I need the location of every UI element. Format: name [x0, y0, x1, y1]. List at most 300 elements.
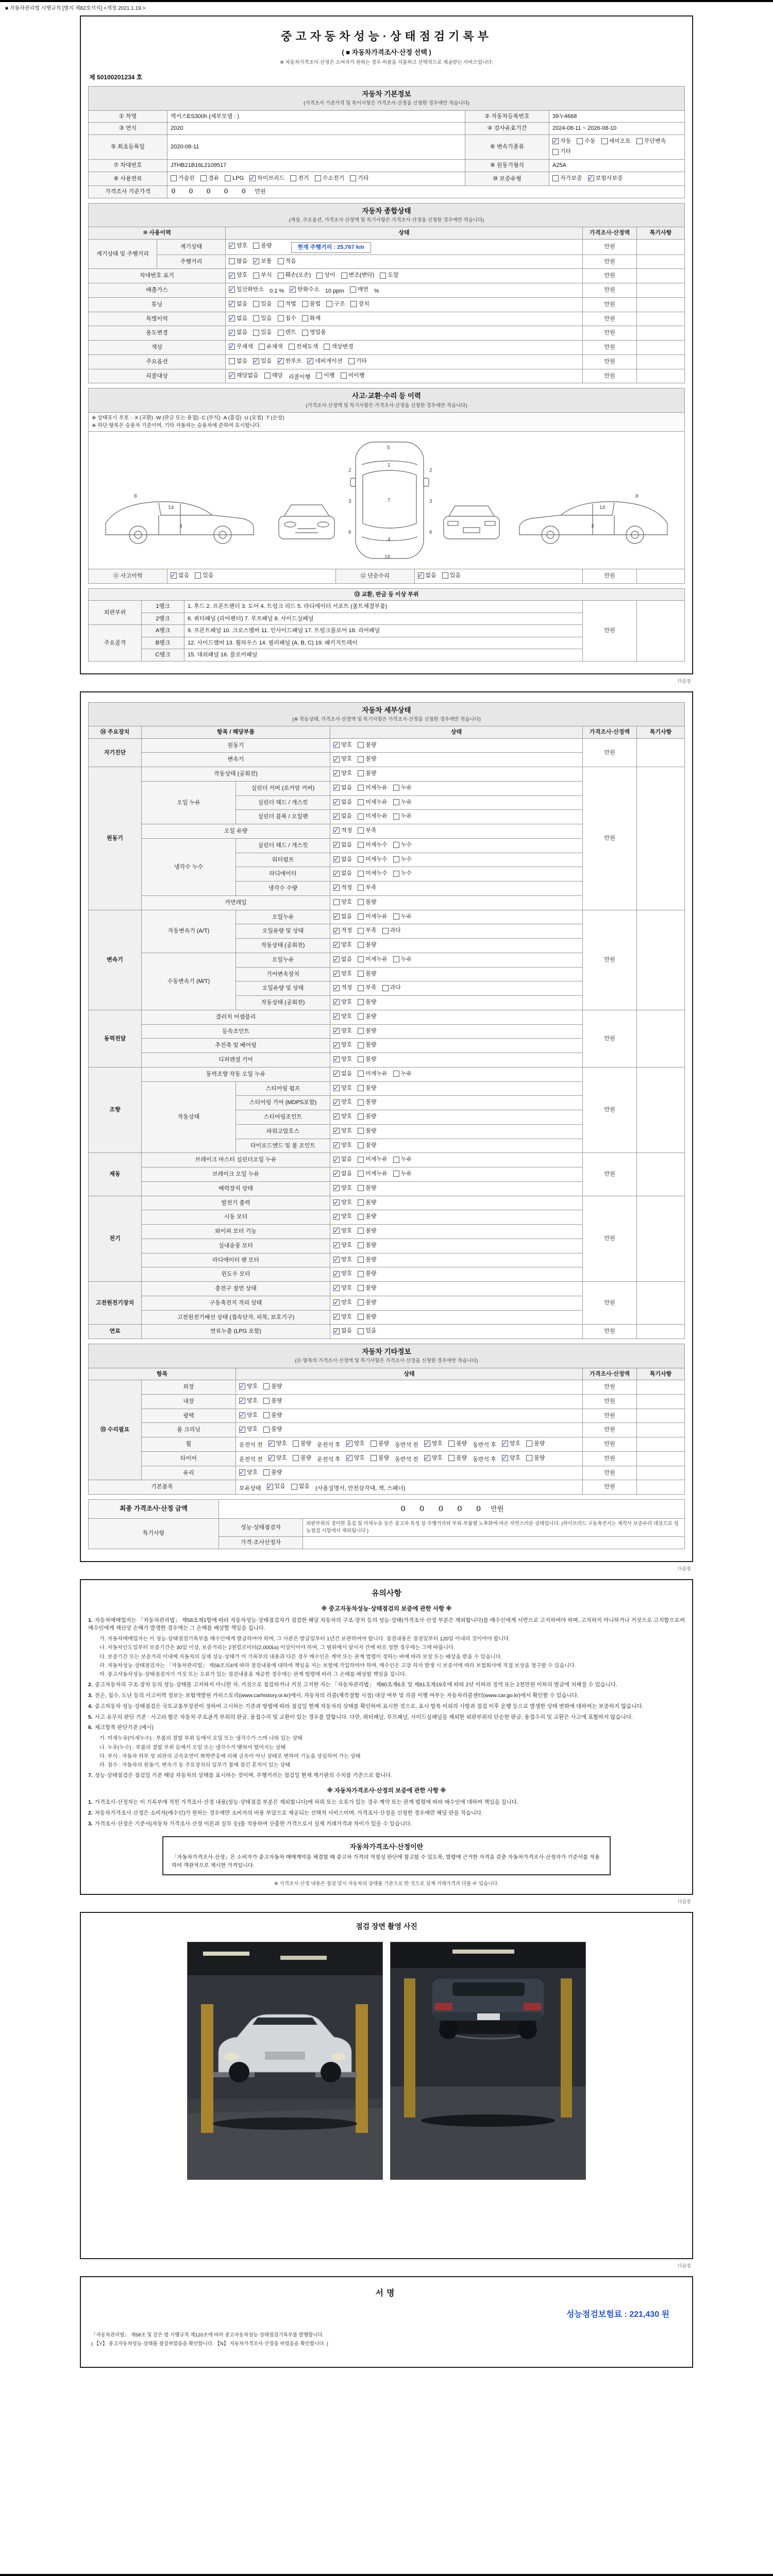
checkbox-option[interactable]: ✓ 없음 — [333, 912, 352, 921]
status-cell — [226, 326, 583, 341]
checked-checkbox-icon — [268, 1440, 275, 1447]
option-text: 운전석 후 — [317, 1442, 341, 1449]
unchecked-checkbox-icon — [358, 999, 364, 1005]
option-text: 0.1 % — [270, 288, 284, 295]
checkbox-option[interactable]: 누유 — [393, 1155, 412, 1164]
checkbox-option[interactable]: ✓ 양호 — [424, 1439, 443, 1448]
status-cell — [330, 882, 583, 896]
checkbox-option[interactable]: 미세누유 — [358, 1070, 388, 1078]
checkbox-option[interactable]: 미세누유 — [358, 812, 388, 821]
price-cell: 만원 — [583, 1394, 637, 1409]
row-label: 원동기 — [142, 738, 330, 753]
main-frame-label: 주요골격 — [89, 625, 142, 662]
checkbox-option[interactable]: ✓ 양호 — [333, 741, 352, 750]
checkbox-option[interactable]: 미세누유 — [358, 784, 388, 792]
checkbox-option[interactable]: 불량 — [253, 242, 272, 250]
checkbox-option[interactable]: 불량 — [358, 941, 376, 950]
row-label: 발전기 출력 — [142, 1196, 330, 1210]
unchecked-checkbox-icon — [358, 1142, 364, 1148]
checkbox-option[interactable]: ✓ 네비게이션 — [307, 357, 342, 366]
checkbox-option[interactable]: 미이행 — [341, 371, 365, 380]
inspection-photo-lift-front — [187, 1942, 383, 2180]
checkbox-option[interactable]: 있음 — [195, 571, 213, 580]
checkbox-option[interactable]: ✓ 양호 — [333, 1012, 352, 1021]
svg-text:3: 3 — [179, 523, 182, 529]
callout-body: 「자동차가격조사·산정」은 소비자가 중고자동차 매매계약을 체결할 때 중고차 가격의 적절성 판단에 참고할 수 있도록, 법령에 근거한 자격을 갖춘 자동차가격조사·산정자가 기준서를 적용하여 객관적으로 제시한 가격입니다. — [172, 1855, 600, 1869]
note-cell — [637, 1067, 685, 1153]
checked-checkbox-icon — [229, 243, 235, 249]
checkbox-option[interactable]: 부족 — [358, 984, 376, 992]
checkbox-option[interactable]: ✓ 썬루프 — [278, 357, 302, 366]
row-subitem: 워터펌프 — [236, 853, 330, 867]
checkbox-option[interactable]: ✓ 양호 — [239, 1411, 258, 1420]
checkbox-option[interactable]: 불량 — [358, 1112, 376, 1121]
checkbox-option[interactable]: 있음 — [253, 328, 272, 337]
checkbox-option[interactable]: ✓ 양호 — [333, 998, 352, 1007]
checkbox-option[interactable]: 불량 — [371, 1439, 389, 1448]
checkbox-option[interactable]: 있음 — [253, 314, 272, 323]
unchecked-checkbox-icon — [350, 286, 356, 293]
checkbox-option[interactable]: 불량 — [371, 1454, 389, 1463]
checkbox-option[interactable]: ✓ 양호 — [333, 1241, 352, 1250]
table-row — [89, 1466, 685, 1480]
checkbox-option[interactable]: ✓ 양호 — [333, 1055, 352, 1064]
checkbox-option[interactable]: ✓ 없음 — [333, 784, 352, 792]
checkbox-option[interactable]: 불량 — [358, 1098, 376, 1107]
checkbox-option[interactable]: 누유 — [393, 1070, 412, 1078]
fuel-label: ⑨ 사용연료 — [89, 172, 167, 186]
checkbox-option[interactable]: ✓ 양호 — [268, 1439, 287, 1448]
checkbox-option[interactable]: 없음 — [291, 1482, 310, 1491]
car-rear-view — [444, 506, 499, 539]
checkbox-option[interactable]: ✓ 탄화수소 — [290, 285, 320, 294]
checkbox-option[interactable]: ✓ 없음 — [229, 314, 247, 323]
checkbox-option[interactable]: ✓ 양호 — [333, 1041, 352, 1049]
checkbox-option[interactable]: ✓ 없음 — [229, 328, 247, 337]
checkbox-option[interactable]: ✓ 없음 — [333, 812, 352, 821]
checkbox-option[interactable]: 누유 — [393, 912, 412, 921]
checkbox-option[interactable]: ✓ 없음 — [333, 798, 352, 807]
checked-checkbox-icon — [229, 315, 235, 321]
checkbox-option[interactable]: ✓ 양호 — [239, 1397, 258, 1405]
checkbox-option[interactable]: ✓ 양호 — [333, 1127, 352, 1136]
signature-section-title: 서명 — [375, 2289, 398, 2298]
checkbox-option[interactable]: ✓ 양호 — [333, 1256, 352, 1264]
checkbox-option[interactable]: ✓ 양호 — [333, 1027, 352, 1036]
note-cell — [637, 1196, 685, 1282]
checkbox-option[interactable]: ✓ 양호 — [333, 1184, 352, 1193]
checkbox-option[interactable]: 경유 — [200, 174, 219, 183]
photos-box — [80, 1912, 693, 2259]
checkbox-option[interactable]: 있음 — [442, 571, 461, 580]
checkbox-option[interactable]: 미세누유 — [358, 1170, 388, 1178]
checkbox-option[interactable]: 불량 — [448, 1454, 467, 1463]
checkbox-option[interactable]: 이행 — [316, 371, 334, 380]
checked-checkbox-icon — [253, 258, 259, 264]
checkbox-option[interactable]: ✓ 없음 — [418, 571, 436, 580]
status-cell — [330, 753, 583, 767]
row-subitem: 타이로드엔드 및 볼 조인트 — [236, 1139, 330, 1153]
checkbox-option[interactable]: 무단변속 — [636, 137, 666, 146]
continuation-marker: 다음장 — [677, 2263, 691, 2269]
checkbox-option[interactable]: 불량 — [293, 1454, 311, 1463]
checkbox-option[interactable]: 불량 — [358, 741, 376, 750]
checkbox-option[interactable]: ✓ 양호 — [333, 1313, 352, 1321]
row-subitem: 실린더 블록 / 오일팬 — [236, 810, 330, 824]
checkbox-option[interactable]: ✓ 무채색 — [229, 343, 253, 351]
accident-history-table — [88, 388, 685, 583]
checkbox-option[interactable]: 미세누유 — [358, 955, 388, 964]
checkbox-option[interactable]: 색상변경 — [324, 343, 354, 351]
status-cell — [330, 1181, 583, 1196]
checkbox-option[interactable]: 미세누유 — [358, 912, 388, 921]
row-label: 자동변속기 (A/T) — [142, 910, 236, 953]
basic-section-note: (가격조사 기준가격 및 특이사항은 가격조사·산정을 신청한 경우에만 적습니다) — [304, 100, 469, 107]
checkbox-option[interactable]: ✓ 적정 — [333, 926, 352, 935]
checkbox-option[interactable]: 불량 — [358, 1227, 376, 1235]
checkbox-option[interactable]: ✓ 양호 — [333, 1084, 352, 1093]
checkbox-option[interactable]: ✓ 양호 — [333, 1284, 352, 1293]
checkbox-option[interactable]: 적법 — [278, 300, 296, 309]
checkbox-option[interactable]: ✓ 양호 — [229, 242, 247, 250]
table-row — [89, 1010, 685, 1024]
checkbox-option[interactable]: 불량 — [358, 1284, 376, 1293]
checkbox-option[interactable]: ✓ 양호 — [346, 1454, 365, 1463]
checkbox-option[interactable]: ✓ 양호 — [239, 1468, 258, 1477]
checkbox-option[interactable]: 불량 — [263, 1425, 282, 1434]
checkbox-option[interactable]: 불량 — [358, 1041, 376, 1049]
price-cell: 만원 — [583, 569, 637, 583]
price-cell: 만원 — [583, 1480, 637, 1495]
notice-item: 1. 자동차매매업자는 「자동차관리법」 제58조제1항에 따라 자동차성능·상태점검자가 점검한 해당 자동차의 구조·장치 등의 성능·상태(가격조사·산정 부분은 제외합니다)를 매수인에게 서면으로 고지하여야 하며, 고지하지 아니하거나 거짓으로 고지함으로써 매수인에게 재산상 손해가 발생한 경우에는 그 손해를 배상할 책임을 집니다. — [88, 1617, 685, 1632]
checked-checkbox-icon — [333, 785, 340, 791]
unchecked-checkbox-icon — [526, 1440, 532, 1447]
checkbox-option[interactable]: 불량 — [358, 769, 376, 778]
unchecked-checkbox-icon — [263, 1383, 270, 1389]
checkbox-option[interactable]: 누유 — [393, 784, 412, 792]
price-cell: 만원 — [583, 601, 637, 662]
notice-subitem: 라. 침수 : 자동차의 원동기, 변속기 등 주요장치의 일부가 물에 잠긴 흔적이 있는 상태 — [99, 1762, 291, 1769]
notice-item: 1. 가격조사·산정자는 이 기록부에 적힌 가격조사·산정 내용(성능·상태점검 부분은 제외합니다)에 허위 또는 오류가 있는 경우 계약 또는 관계 법령에 따라 매수인에 대하여 책임을 집니다. — [88, 1799, 518, 1806]
price-cell: 만원 — [583, 269, 637, 283]
checkbox-option[interactable]: 매연 — [350, 285, 368, 294]
checkbox-option[interactable]: 도말 — [380, 271, 398, 280]
checkbox-option[interactable]: ✓ 없음 — [333, 1070, 352, 1078]
row-label: 특별이력 — [89, 312, 226, 326]
checkbox-option[interactable]: 누수 — [393, 869, 412, 878]
checkbox-option[interactable]: ✓ 있음 — [267, 1482, 285, 1491]
checkbox-option[interactable]: ✓ 양호 — [333, 769, 352, 778]
checkbox-option[interactable]: 구조 — [326, 300, 345, 309]
checkbox-option[interactable]: 누수 — [393, 855, 412, 864]
checkbox-option[interactable]: ✓ 양호 — [502, 1439, 520, 1448]
main-form-box — [80, 15, 693, 674]
checkbox-option[interactable]: 영업용 — [302, 328, 326, 337]
checked-checkbox-icon — [333, 913, 340, 920]
note-cell — [637, 1409, 685, 1423]
checkbox-option[interactable]: 불법 — [302, 300, 321, 309]
plate-value: 39누4668 — [549, 110, 685, 123]
checkbox-option[interactable]: 불량 — [263, 1397, 282, 1405]
exchange-section-label: ⑬ 교환, 판금 등 이상 부위 — [89, 588, 685, 601]
checkbox-option[interactable]: 세미오토 — [601, 137, 631, 146]
checkbox-option[interactable]: 변조(변타) — [341, 271, 375, 280]
checkbox-option[interactable]: 기타 — [348, 357, 367, 366]
checked-checkbox-icon — [333, 1271, 340, 1277]
checked-checkbox-icon — [333, 1028, 340, 1034]
checkbox-option[interactable]: 침수 — [278, 314, 296, 323]
checkbox-option[interactable]: 미세누수 — [358, 841, 388, 850]
checkbox-option[interactable]: ✓ 양호 — [333, 1212, 352, 1221]
checkbox-option[interactable]: ✓ 양호 — [346, 1439, 365, 1448]
checkbox-option[interactable]: 불량 — [358, 998, 376, 1007]
status-cell — [226, 269, 583, 283]
checkbox-option[interactable]: ✓ 양호 — [239, 1425, 258, 1434]
checkbox-option[interactable]: ✓ 없음 — [333, 1170, 352, 1178]
checkbox-option[interactable]: ✓ 없음 — [333, 955, 352, 964]
checked-checkbox-icon — [333, 999, 340, 1005]
checkbox-option[interactable]: 불량 — [263, 1382, 282, 1391]
checkbox-option[interactable]: ✓ 보험사보증 — [588, 174, 623, 183]
checkbox-option[interactable]: 있음 — [253, 300, 272, 309]
transmission-label: ⑥ 변속기종류 — [465, 134, 549, 160]
checkbox-option[interactable]: 불량 — [263, 1411, 282, 1420]
basic-items-label: 기본품목 — [89, 1480, 236, 1495]
checkbox-option[interactable]: ✓ 적정 — [333, 826, 352, 835]
checkbox-option[interactable]: ✓ 일산화탄소 — [229, 285, 264, 294]
checkbox-option[interactable]: 훼손(오손) — [278, 271, 311, 280]
checkbox-option[interactable]: 부족 — [358, 926, 376, 935]
checkbox-option[interactable]: 없음 — [229, 357, 247, 366]
notice-subitem: 다. 부식 : 자동차 하부 및 외판의 금속표면이 화학반응에 의해 금속이 아닌 상태로 변하여 기능을 상실하여 가는 상태 — [99, 1753, 361, 1759]
row-label: 클러치 어셈블리 — [142, 1010, 330, 1024]
checkbox-option[interactable]: 전기 — [290, 174, 309, 183]
unchecked-checkbox-icon — [393, 842, 399, 848]
table-row — [89, 1480, 685, 1495]
notice-item: 3. 가격조사·산정은 기준서(자동차 가격조사·산정 이론과 실무 등)를 적용하여 산출한 가격으로서 실제 거래가격과 차이가 있을 수 있습니다. — [88, 1820, 412, 1827]
checkbox-option[interactable]: 불량 — [293, 1439, 311, 1448]
checkbox-option[interactable]: 불량 — [358, 1212, 376, 1221]
unchecked-checkbox-icon — [229, 358, 235, 364]
checkbox-option[interactable]: 불량 — [448, 1439, 467, 1448]
table-row — [89, 1409, 685, 1423]
checkbox-option[interactable]: ✓ 양호 — [333, 1198, 352, 1207]
unchecked-checkbox-icon — [358, 928, 364, 934]
status-cell — [236, 1409, 583, 1423]
checkbox-option[interactable]: 불량 — [358, 1055, 376, 1064]
checkbox-option[interactable]: 불량 — [358, 1269, 376, 1278]
checkbox-option[interactable]: 기타 — [350, 174, 368, 183]
checkbox-option[interactable]: 부족 — [358, 826, 376, 835]
status-cell — [330, 767, 583, 782]
checkbox-option[interactable]: ✓ 없음 — [333, 1155, 352, 1164]
checkbox-option[interactable]: ✓ 해당없음 — [229, 371, 259, 380]
checkbox-option[interactable]: ✓ 없음 — [333, 841, 352, 850]
checkbox-option[interactable]: 불량 — [358, 1012, 376, 1021]
document-number: 제 50100201234 호 — [89, 74, 143, 81]
checkbox-option[interactable]: 부식 — [253, 271, 272, 280]
unchecked-checkbox-icon — [253, 315, 259, 321]
checkbox-option[interactable]: 누수 — [393, 841, 412, 850]
checkbox-option[interactable]: ✓ 양호 — [502, 1454, 520, 1463]
checkbox-option[interactable]: ✓ 양호 — [333, 1227, 352, 1235]
checkbox-option[interactable]: 불량 — [526, 1439, 545, 1448]
checkbox-option[interactable]: 장치 — [350, 300, 369, 309]
status-cell — [330, 781, 583, 795]
checkbox-option[interactable]: ✓ 양호 — [268, 1454, 287, 1463]
checkbox-option[interactable]: 불량 — [358, 1241, 376, 1250]
checkbox-option[interactable]: 해당 — [264, 371, 283, 380]
checkbox-option[interactable]: LPG — [225, 174, 244, 183]
checkbox-option[interactable]: 가솔린 — [171, 174, 195, 183]
row-label: 내장 — [142, 1394, 236, 1409]
checkbox-option[interactable]: 양호 — [333, 898, 352, 907]
checkbox-option[interactable]: 불량 — [358, 898, 376, 907]
checkbox-option[interactable]: 불량 — [358, 970, 376, 978]
checkbox-option[interactable]: 수소전기 — [315, 174, 345, 183]
unchecked-checkbox-icon — [358, 1185, 364, 1191]
note-cell — [637, 1437, 685, 1452]
checkbox-option[interactable]: 불량 — [358, 1084, 376, 1093]
diagram-panel-numbers — [134, 445, 638, 560]
checkbox-option[interactable]: ✓ 없음 — [171, 571, 189, 580]
checkbox-option[interactable]: ✓ 적정 — [333, 984, 352, 992]
checkbox-option[interactable]: 누유 — [393, 955, 412, 964]
row-label: 타이어 — [142, 1451, 236, 1466]
checkbox-option[interactable]: ✓ 적정 — [333, 884, 352, 892]
checkbox-option[interactable]: 있음 — [358, 1327, 376, 1335]
checkbox-option[interactable]: 적음 — [278, 257, 296, 266]
checked-checkbox-icon — [333, 1099, 340, 1106]
checkbox-option[interactable]: ✓ 있음 — [253, 357, 272, 366]
checked-checkbox-icon — [333, 1185, 340, 1191]
status-cell — [330, 981, 583, 996]
base-price-label: 가격조사 기준가격 — [89, 186, 167, 198]
note-cell — [637, 239, 685, 255]
checkbox-option[interactable]: 화재 — [302, 314, 321, 323]
checkbox-option[interactable]: ✓ 자동 — [552, 137, 571, 146]
rankA-label: A랭크 — [142, 625, 184, 637]
checkbox-option[interactable]: 전체도색 — [289, 343, 318, 351]
checkbox-option[interactable]: ✓ 없음 — [229, 300, 247, 309]
device-group-label: 동력전달 — [89, 1010, 142, 1067]
checkbox-option[interactable]: 불량 — [358, 1198, 376, 1207]
checkbox-option[interactable]: 미세누수 — [358, 869, 388, 878]
checked-checkbox-icon — [229, 301, 235, 307]
checkbox-option[interactable]: ✓ 양호 — [333, 1141, 352, 1150]
checkbox-option[interactable]: 불량 — [358, 1127, 376, 1136]
checkbox-option[interactable]: ✓ 양호 — [333, 1112, 352, 1121]
checkbox-option[interactable]: 불량 — [358, 1184, 376, 1193]
checkbox-option[interactable]: ✓ 양호 — [424, 1454, 443, 1463]
notice-item: 2. 중고자동차의 구조·장치 등의 성능·상태를 고지하지 아니한 자, 거짓으로 점검하거나 거짓 고지한 자는 「자동차관리법」 제80조제6호 및 제81조제19호에 따라 2년 이하의 징역 또는 2천만원 이하의 벌금에 처해질 수 있습니다. — [88, 1682, 618, 1688]
checkbox-option[interactable]: ✓ 양호 — [333, 941, 352, 950]
checkbox-option[interactable]: 기타 — [552, 147, 571, 156]
car-name-value: 렉서스ES300h (세부모델 : ) — [167, 110, 465, 123]
checkbox-option[interactable]: 자가보증 — [552, 174, 582, 183]
checked-checkbox-icon — [333, 1171, 340, 1177]
notice-subitem: 가. 자동차매매업자는 이 성능·상태점검기록부를 매수인에게 발급하여야 하며, 그 사본은 발급일부터 1년간 보관하여야 합니다. 점검내용은 점검일부터 120일 이내의 것이어야 합니다. — [99, 1636, 510, 1642]
unchecked-checkbox-icon — [382, 985, 389, 991]
price-cell: 만원 — [583, 1010, 637, 1067]
svg-text:5: 5 — [387, 445, 390, 451]
checkbox-option[interactable]: 과다 — [382, 984, 401, 992]
inspector-label: 성능·상태점검자 — [219, 1518, 303, 1537]
checkbox-option[interactable]: 불량 — [358, 755, 376, 764]
row-label: 변속기 — [142, 753, 330, 767]
checkbox-option[interactable]: 미세누유 — [358, 798, 388, 807]
status-cell — [330, 838, 583, 853]
status-cell — [330, 1053, 583, 1067]
checkbox-option[interactable]: ✓ 양호 — [333, 1298, 352, 1307]
checkbox-option[interactable]: 상이 — [316, 271, 335, 280]
checkbox-option[interactable]: ✓ 하이브리드 — [249, 174, 284, 183]
checkbox-option[interactable]: 불량 — [526, 1454, 545, 1463]
checkbox-option[interactable]: 불량 — [358, 1141, 376, 1150]
checkbox-option[interactable]: 불량 — [358, 1313, 376, 1321]
checked-checkbox-icon — [333, 1228, 340, 1234]
checkbox-option[interactable]: 수동 — [577, 137, 595, 146]
svg-text:3: 3 — [348, 498, 351, 504]
checked-checkbox-icon — [346, 1440, 352, 1447]
checkbox-option[interactable]: ✓ 양호 — [239, 1382, 258, 1391]
overall-history-header: ⑩ 사용이력 — [89, 227, 226, 240]
checkbox-option[interactable]: ✓ 양호 — [229, 271, 247, 280]
table-row — [89, 767, 685, 782]
checkbox-option[interactable]: 과다 — [382, 926, 401, 935]
unchecked-checkbox-icon — [200, 175, 207, 181]
checkbox-option[interactable]: 부족 — [358, 884, 376, 892]
checkbox-option[interactable]: 불량 — [358, 1298, 376, 1307]
checkbox-option[interactable]: 불량 — [263, 1468, 282, 1477]
unchecked-checkbox-icon — [324, 344, 330, 350]
checkbox-option[interactable]: 불량 — [358, 1027, 376, 1036]
checkbox-option[interactable]: ✓ 양호 — [333, 970, 352, 978]
checkbox-option[interactable]: 많음 — [229, 257, 247, 266]
checkbox-option[interactable]: ✓ 없음 — [333, 1327, 352, 1335]
checkbox-option[interactable]: ✓ 양호 — [333, 1098, 352, 1107]
checkbox-option[interactable]: 누유 — [393, 798, 412, 807]
checkbox-option[interactable]: 누유 — [393, 812, 412, 821]
checkbox-option[interactable]: 렌트 — [278, 328, 296, 337]
checkbox-option[interactable]: ✓ 양호 — [333, 1269, 352, 1278]
checkbox-option[interactable]: 유채색 — [259, 343, 283, 351]
checkbox-option[interactable]: 미세누유 — [358, 1155, 388, 1164]
checkbox-option[interactable]: ✓ 양호 — [333, 755, 352, 764]
checkbox-option[interactable]: 불량 — [358, 1256, 376, 1264]
option-text: 운전석 전 — [239, 1442, 263, 1449]
checkbox-option[interactable]: 미세누수 — [358, 855, 388, 864]
unchecked-checkbox-icon — [358, 985, 364, 991]
checkbox-option[interactable]: ✓ 없음 — [333, 855, 352, 864]
row-label: 작동상태 (공회전) — [142, 767, 330, 782]
status-cell — [330, 1239, 583, 1253]
unchecked-checkbox-icon — [358, 1013, 364, 1020]
checkbox-option[interactable]: 누유 — [393, 1170, 412, 1178]
detail-form-box — [80, 691, 693, 1562]
checkbox-option[interactable]: ✓ 보통 — [253, 257, 272, 266]
option-text: % — [374, 288, 379, 295]
checkbox-option[interactable]: ✓ 없음 — [333, 869, 352, 878]
status-cell — [226, 369, 583, 383]
device-group-label: 자기진단 — [89, 738, 142, 767]
unchecked-checkbox-icon — [229, 258, 235, 264]
checked-checkbox-icon — [333, 1157, 340, 1163]
unchecked-checkbox-icon — [380, 273, 386, 279]
detail-status-header: 상태 — [330, 726, 583, 739]
unchecked-checkbox-icon — [293, 1455, 299, 1461]
unchecked-checkbox-icon — [350, 175, 356, 181]
